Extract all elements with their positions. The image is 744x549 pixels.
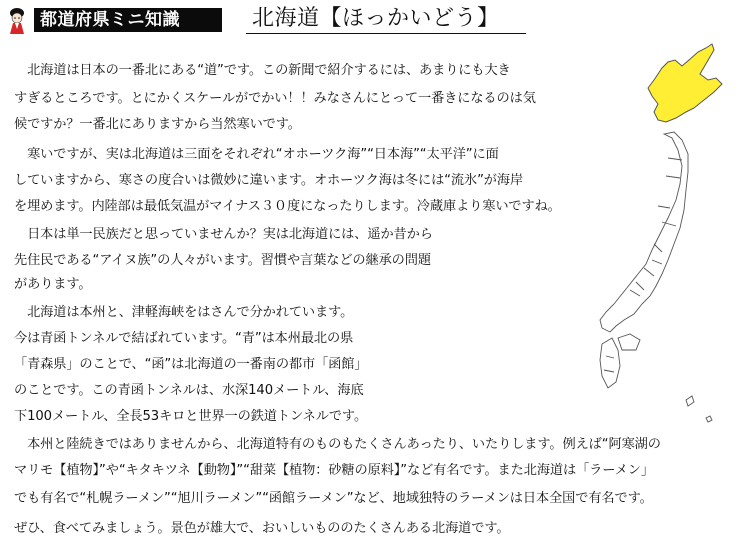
- article-line: 日本は単一民族だと思っていませんか？実は北海道には、遥か昔から: [14, 227, 433, 242]
- article-line: のことです。この青函トンネルは、水深140メートル、海底: [14, 383, 364, 398]
- article-line: を埋めます。内陸部は最低気温がマイナス３０度になったりします。冷蔵庫より寒いですね。: [14, 199, 561, 214]
- article-line: 寒いですが、実は北海道は三面をそれぞれ“オホーツク海”“日本海”“太平洋”に面: [14, 147, 499, 162]
- article-line: 本州と陸続きではありませんから、北海道特有のものもたくさんあったり、いたりします。例えば“阿寒湖の: [14, 437, 661, 452]
- article-line: 下100メートル、全長53キロと世界一の鉄道トンネルです。: [14, 409, 368, 424]
- title-underline: [246, 33, 526, 34]
- article-line: 「青森県」のことで、“函”は北海道の一番南の都市「函館」: [14, 357, 368, 372]
- japan-map: [596, 38, 744, 430]
- hokkaido-region: [648, 44, 722, 122]
- article-line: 候ですか？一番北にありますから当然寒いです。: [14, 117, 301, 132]
- honshu-kyushu-shikoku-outline: [600, 132, 712, 422]
- article-line: していますから、寒さの度合いは微妙に違います。オホーツク海は冬には“流氷”が海岸: [14, 173, 524, 188]
- girl-mascot-icon: [6, 7, 28, 35]
- article-line: 北海道は本州と、津軽海峡をはさんで分かれています。: [14, 305, 354, 320]
- article-line: すぎるところです。とにかくスケールがでかい！！みなさんにとって一番きになるのは気: [14, 91, 536, 106]
- article-line: 北海道は日本の一番北にある“道”です。この新聞で紹介するには、あまりにも大き: [14, 63, 511, 78]
- article-line: マリモ【植物】”や“キタキツネ【動物】”“甜菜【植物：砂糖の原料】”など有名です。また北海道は「ラーメン」: [14, 463, 654, 478]
- article-line: 今は青函トンネルで結ばれています。“青”は本州最北の県: [14, 331, 354, 346]
- article-line: でも有名で“札幌ラーメン”“旭川ラーメン”“函館ラーメン”など、地域独特のラーメンは日本全国で有名です。: [14, 491, 653, 506]
- series-label: 都道府県ミニ知識: [34, 8, 222, 32]
- article-line: 先住民である“アイヌ族”の人々がいます。習慣や言葉などの継承の問題: [14, 253, 431, 268]
- article-line: があります。: [14, 277, 92, 292]
- page-title: 北海道【ほっかいどう】: [252, 6, 500, 31]
- article-line: ぜひ、食べてみましょう。景色が雄大で、おいしいもののたくさんある北海道です。: [14, 521, 510, 536]
